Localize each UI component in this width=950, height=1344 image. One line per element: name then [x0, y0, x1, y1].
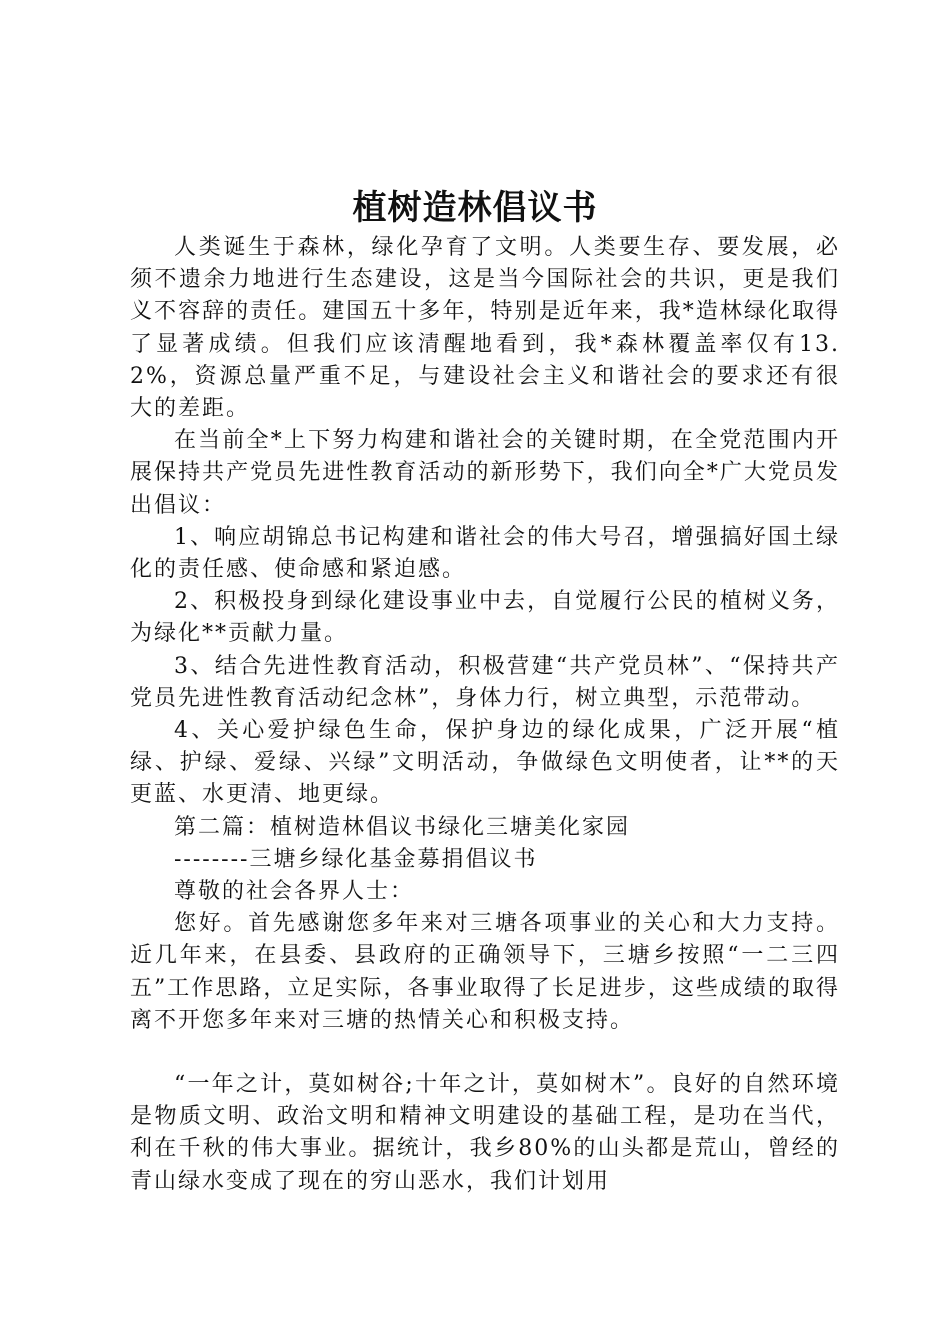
paragraph-quote: “一年之计，莫如树谷;十年之计，莫如树木”。良好的自然环境是物质文明、政治文明和精神文明建设的基础工程，是功在当代，利在千秋的伟大事业。据统计，我乡80%的山头都是荒山，曾经的青山绿水变成了现在的穷山恶水，我们计划用 — [130, 1072, 840, 1194]
paragraph-greeting: 您好。首先感谢您多年来对三塘各项事业的关心和大力支持。近几年来，在县委、县政府的正确领导下，三塘乡按照“一二三四五”工作思路，立足实际，各事业取得了长足进步，这些成绩的取得离不开您多年来对三塘的热情关心和积极支持。 — [130, 911, 840, 1033]
section-subtitle: --------三塘乡绿化基金募捐倡议书 — [174, 846, 538, 872]
salutation: 尊敬的社会各界人士： — [174, 879, 415, 905]
paragraph-item-2: 2、积极投身到绿化建设事业中去，自觉履行公民的植树义务，为绿化**贡献力量。 — [130, 589, 840, 647]
paragraph-item-3: 3、结合先进性教育活动，积极营建“共产党员林”、“保持共产党员先进性教育活动纪念林”，身体力行，树立典型，示范带动。 — [130, 653, 840, 711]
blank-line — [130, 1037, 840, 1069]
document-body — [130, 232, 840, 1198]
section-heading: 第二篇：植树造林倡议书绿化三塘美化家园 — [174, 814, 631, 840]
document-title: 植树造林倡议书 — [352, 188, 598, 228]
paragraph-intro: 人类诞生于森林，绿化孕育了文明。人类要生存、要发展，必须不遗余力地进行生态建设，这是当今国际社会的共识，更是我们义不容辞的责任。建国五十多年，特别是近年来，我*造林绿化取得了显著成绩。但我们应该清醒地看到，我*森林覆盖率仅有13.2%，资源总量严重不足，与建设社会主义和谐社会的要求还有很大的差距。 — [130, 235, 840, 422]
paragraph-appeal: 在当前全*上下努力构建和谐社会的关键时期，在全党范围内开展保持共产党员先进性教育活动的新形势下，我们向全*广大党员发出倡议： — [130, 428, 840, 518]
paragraph-item-4: 4、关心爱护绿色生命，保护身边的绿化成果，广泛开展“植绿、护绿、爱绿、兴绿”文明活动，争做绿色文明使者，让**的天更蓝、水更清、地更绿。 — [130, 718, 840, 808]
paragraph-item-1: 1、响应胡锦总书记构建和谐社会的伟大号召，增强搞好国土绿化的责任感、使命感和紧迫感。 — [130, 524, 840, 583]
